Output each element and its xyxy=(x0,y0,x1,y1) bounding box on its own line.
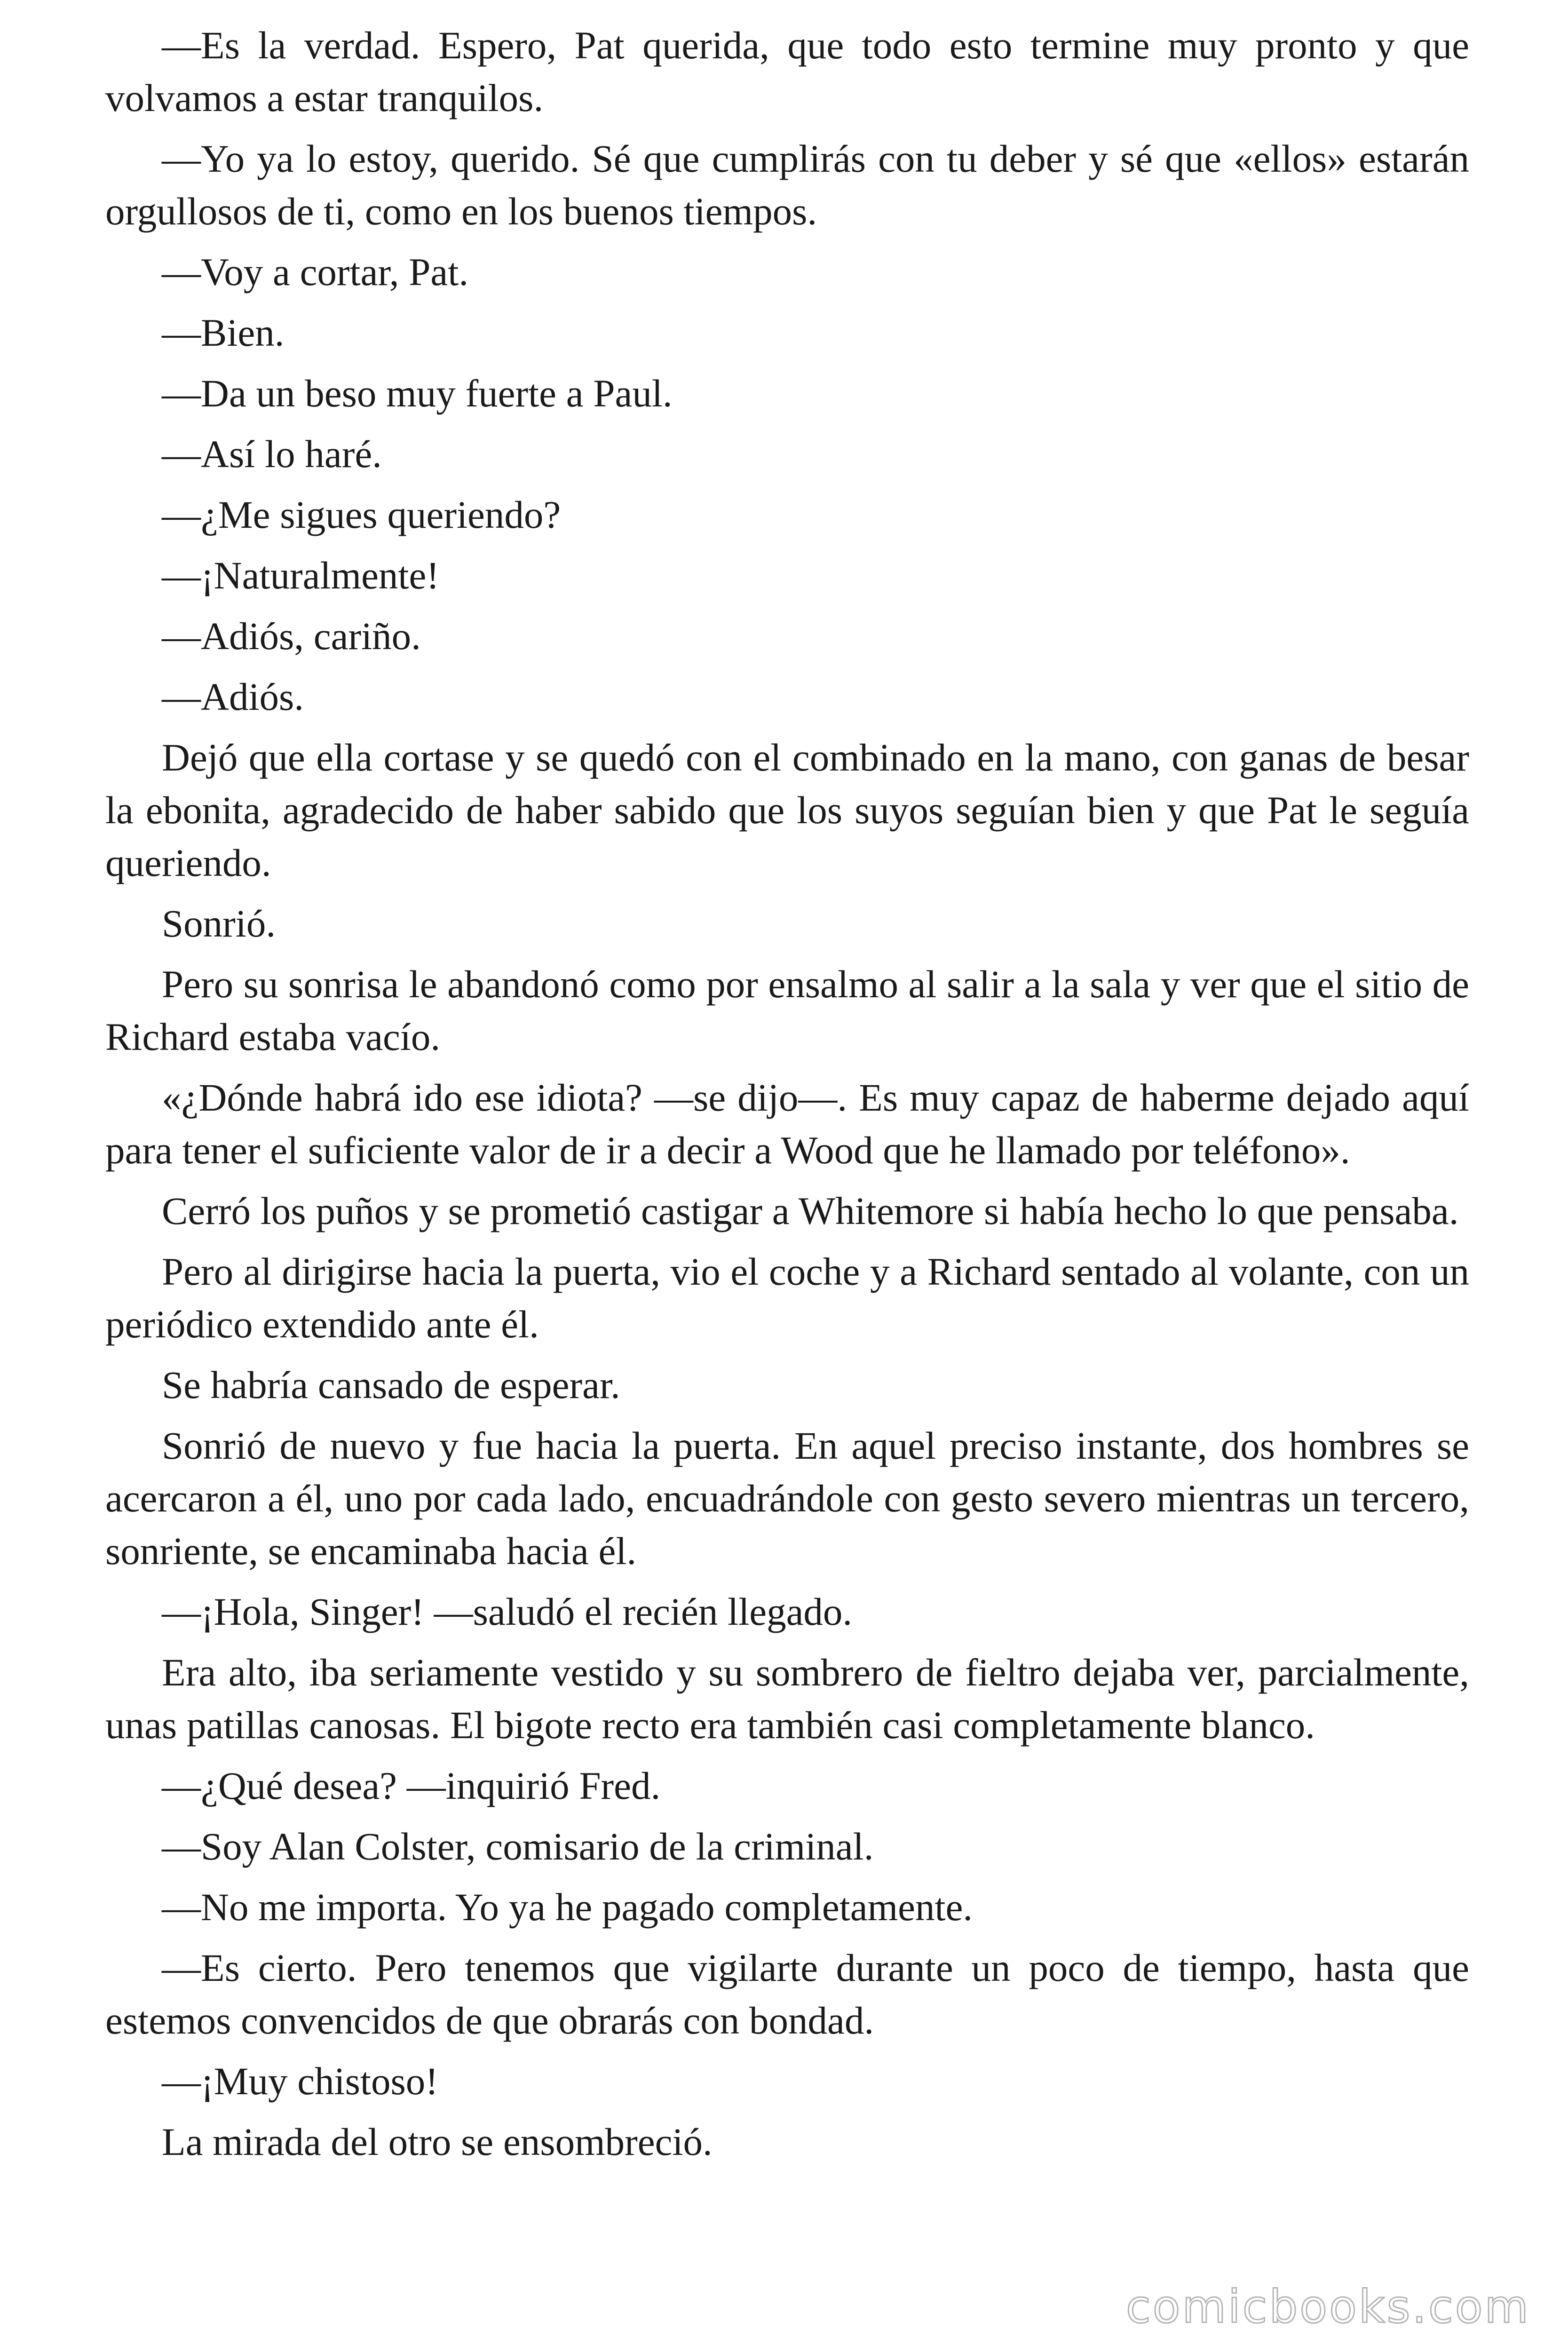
paragraph: —¿Qué desea? —inquirió Fred. xyxy=(162,1764,661,1807)
paragraph: Dejó que ella cortase y se quedó con el combinado en la mano, con ganas de besar la ebonita, agradecido de haber sabido que los suyos seguían bien y que Pat le seguía queriendo. xyxy=(105,736,1469,884)
paragraph: —Es cierto. Pero tenemos que vigilarte durante un poco de tiempo, hasta que estemos convencidos de que obrarás con bondad. xyxy=(105,1946,1469,2042)
paragraph: «¿Dónde habrá ido ese idiota? —se dijo—. Es muy capaz de haberme dejado aquí para tener el suficiente valor de ir a decir a Wood que he llamado por teléfono». xyxy=(105,1076,1469,1172)
paragraph: —Adiós. xyxy=(162,675,304,718)
book-page xyxy=(105,19,1469,2305)
paragraph: —Voy a cortar, Pat. xyxy=(162,250,469,294)
paragraph: —¿Me sigues queriendo? xyxy=(162,493,561,536)
paragraph: —Soy Alan Colster, comisario de la criminal. xyxy=(162,1825,874,1868)
paragraph: La mirada del otro se ensombreció. xyxy=(162,2120,713,2163)
watermark: comicbooks.com xyxy=(1125,2280,1530,2333)
paragraph: —¡Muy chistoso! xyxy=(162,2059,438,2103)
paragraph: —Yo ya lo estoy, querido. Sé que cumplirás con tu deber y sé que «ellos» estarán orgullosos de ti, como en los buenos tiempos. xyxy=(105,137,1469,233)
paragraph: —Adiós, cariño. xyxy=(162,614,421,658)
paragraph: Se habría cansado de esperar. xyxy=(162,1363,620,1406)
paragraph: Era alto, iba seriamente vestido y su sombrero de fieltro dejaba ver, parcialmente, unas patillas canosas. El bigote recto era también casi completamente blanco. xyxy=(105,1651,1469,1747)
paragraph: —Bien. xyxy=(162,311,285,354)
paragraph: Pero al dirigirse hacia la puerta, vio el coche y a Richard sentado al volante, con un periódico extendido ante él. xyxy=(105,1250,1469,1346)
paragraph: Sonrió de nuevo y fue hacia la puerta. En aquel preciso instante, dos hombres se acercaron a él, uno por cada lado, encuadrándole con gesto severo mientras un tercero, sonriente, se encaminaba hacia él. xyxy=(105,1424,1469,1573)
paragraph: —¡Naturalmente! xyxy=(162,554,439,597)
paragraph: —¡Hola, Singer! —saludó el recién llegado. xyxy=(162,1590,853,1633)
paragraph: —Es la verdad. Espero, Pat querida, que todo esto termine muy pronto y que volvamos a estar tranquilos. xyxy=(105,24,1469,119)
paragraph: Cerró los puños y se prometió castigar a Whitemore si había hecho lo que pensaba. xyxy=(162,1189,1459,1232)
paragraph: Sonrió. xyxy=(162,902,276,945)
paragraph: —Da un beso muy fuerte a Paul. xyxy=(162,372,673,415)
paragraph: Pero su sonrisa le abandonó como por ensalmo al salir a la sala y ver que el sitio de Richard estaba vacío. xyxy=(105,962,1469,1058)
paragraph: —No me importa. Yo ya he pagado completamente. xyxy=(162,1885,973,1929)
paragraph: —Así lo haré. xyxy=(162,432,382,476)
